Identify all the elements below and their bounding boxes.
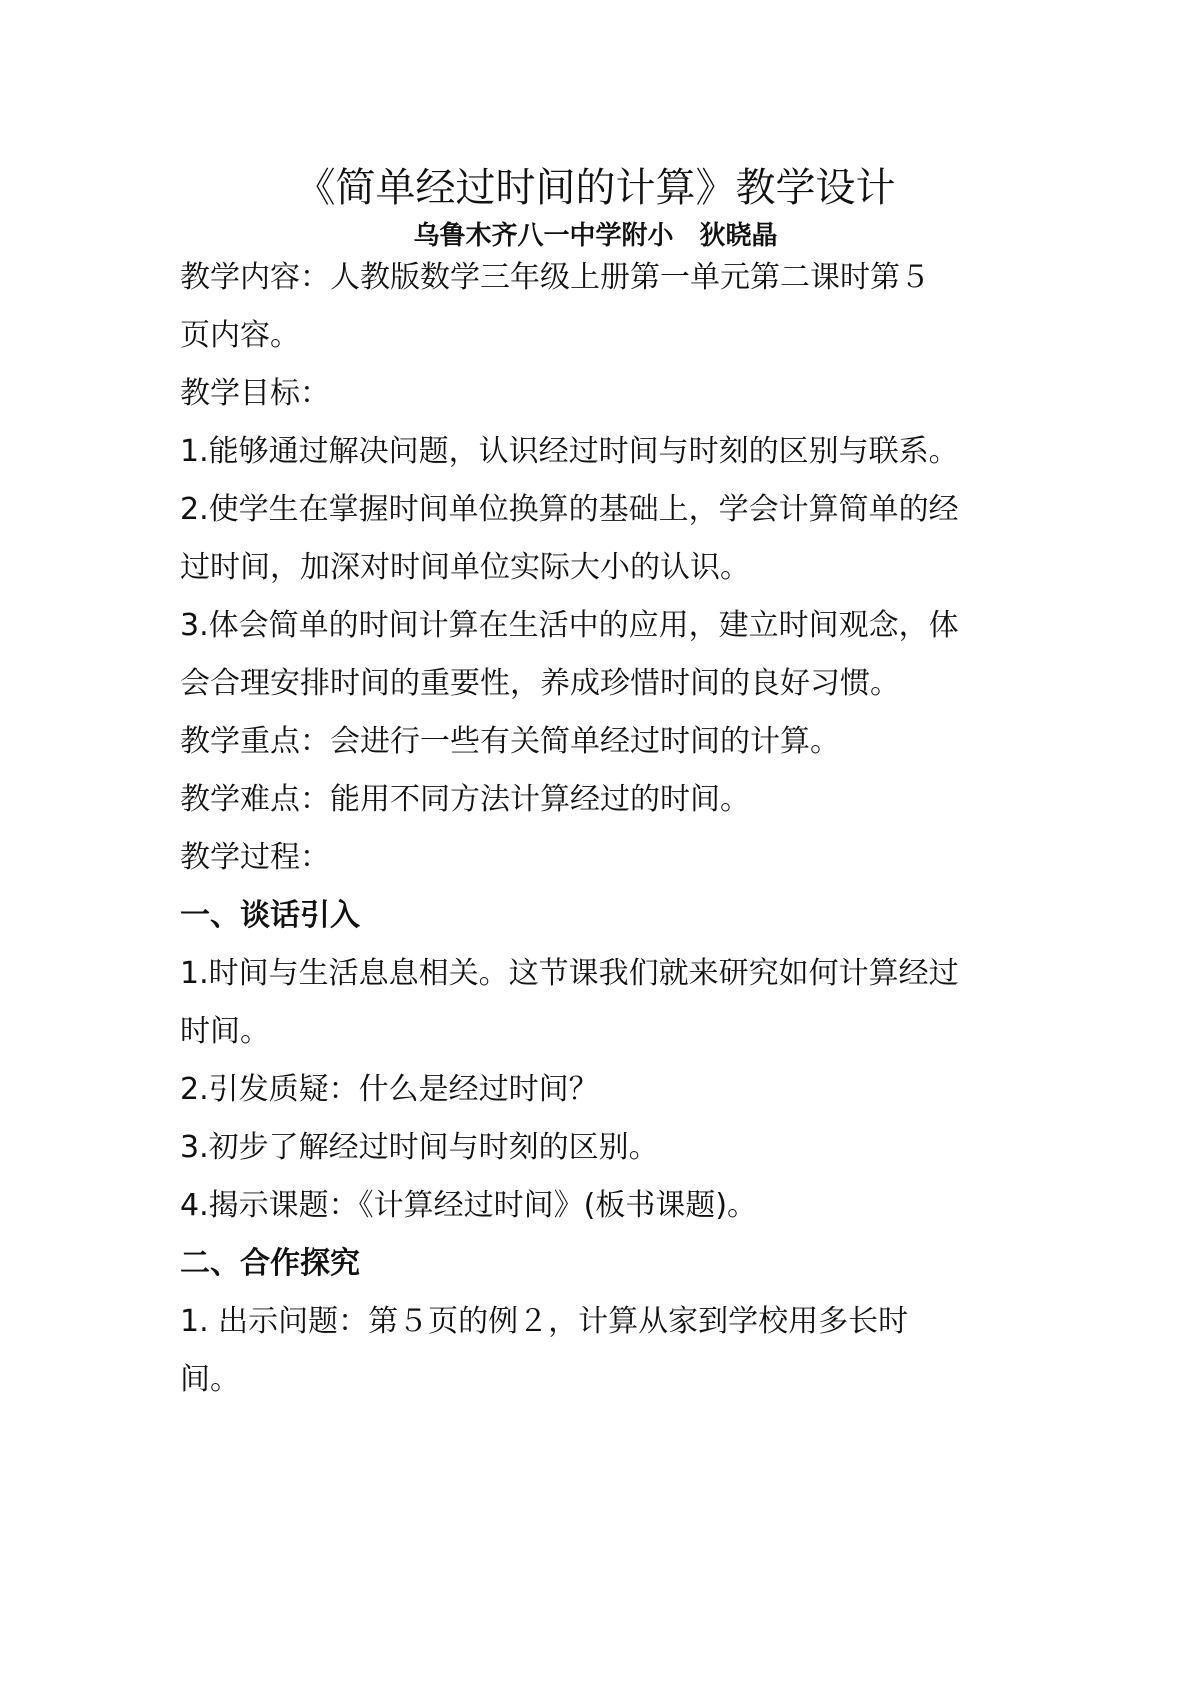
body-line-intro-2: 2.引发质疑：什么是经过时间？ xyxy=(180,1072,599,1107)
body-line-goal-2: 2.使学生在掌握时间单位换算的基础上，学会计算简单的经 xyxy=(180,492,959,527)
body-line-key-point: 教学重点：会进行一些有关简单经过时间的计算。 xyxy=(180,724,840,759)
body-line-teaching-content-cont: 页内容。 xyxy=(180,318,300,353)
body-line-intro-4: 4.揭示课题：《计算经过时间》(板书课题)。 xyxy=(180,1188,758,1223)
body-line-teaching-content: 教学内容：人教版数学三年级上册第一单元第二课时第５ xyxy=(180,260,930,295)
body-line-goal-1: 1.能够通过解决问题，认识经过时间与时刻的区别与联系。 xyxy=(180,434,959,469)
document-author: 乌鲁木齐八一中学附小 狄晓晶 xyxy=(413,221,778,251)
body-line-goal-2-cont: 过时间，加深对时间单位实际大小的认识。 xyxy=(180,550,750,585)
body-line-process: 教学过程： xyxy=(180,840,330,875)
document-title: 《简单经过时间的计算》教学设计 xyxy=(295,165,896,211)
body-line-intro-3: 3.初步了解经过时间与时刻的区别。 xyxy=(180,1130,659,1165)
body-line-difficulty: 教学难点：能用不同方法计算经过的时间。 xyxy=(180,782,750,817)
section-heading-explore: 二、合作探究 xyxy=(180,1246,360,1281)
body-line-goal-3: 3.体会简单的时间计算在生活中的应用，建立时间观念，体 xyxy=(180,608,959,643)
body-line-goal-3-cont: 会合理安排时间的重要性，养成珍惜时间的良好习惯。 xyxy=(180,666,900,701)
body-line-intro-1: 1.时间与生活息息相关。这节课我们就来研究如何计算经过 xyxy=(180,956,959,991)
body-line-explore-1: 1. 出示问题：第５页的例２，计算从家到学校用多长时 xyxy=(180,1304,909,1339)
section-heading-intro: 一、谈话引入 xyxy=(180,898,360,933)
body-line-intro-1-cont: 时间。 xyxy=(180,1014,270,1049)
body-line-explore-1-cont: 间。 xyxy=(180,1362,240,1397)
body-line-teaching-goals: 教学目标： xyxy=(180,376,330,411)
